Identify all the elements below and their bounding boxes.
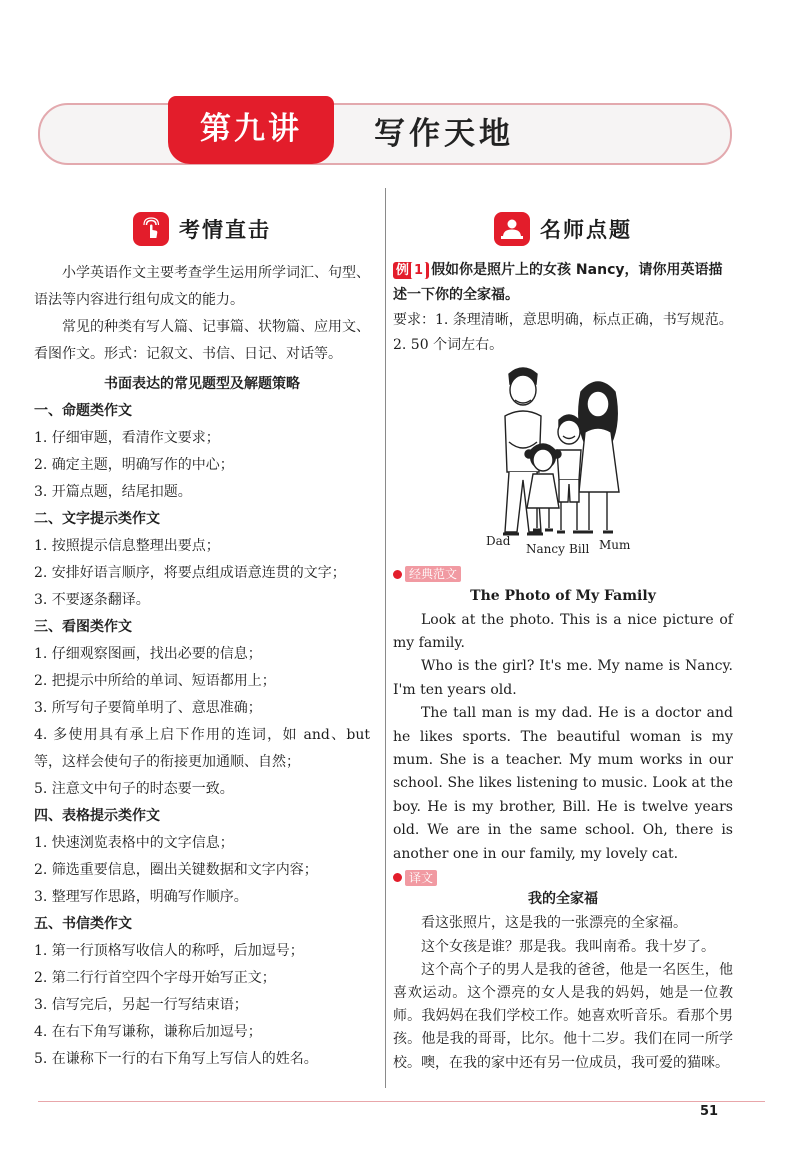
list-item: 4. 多使用具有承上启下作用的连词，如 and、but 等，这样会使句子的衔接更加通顺、自然； — [34, 727, 370, 770]
list-item: 3. 信写完后，另起一行写结束语； — [34, 997, 248, 1013]
model-essay-tag: 经典范文 — [393, 566, 461, 582]
section-heading: 二、文字提示类作文 — [34, 511, 160, 527]
list-item: 3. 整理写作思路，明确写作顺序。 — [34, 889, 248, 905]
family-drawing — [393, 362, 733, 547]
left-section-header — [34, 210, 370, 248]
list-item: 3. 所写句子要简单明了、意思准确； — [34, 700, 262, 716]
list-item: 5. 在谦称下一行的右下角写上写信人的姓名。 — [34, 1051, 318, 1067]
translation-paragraph: 这个高个子的男人是我的爸爸，他是一名医生，他喜欢运动。这个漂亮的女人是我的妈妈，她是一位教师。我妈妈在我们学校工作。她喜欢听音乐。看那个男孩。他是我的哥哥，比尔。他十二岁。我们在同一所学校。噢，在我的家中还有另一位成员，我可爱的猫咪。 — [393, 961, 733, 1071]
section-heading: 三、看图类作文 — [34, 619, 132, 635]
column-divider — [385, 188, 386, 1088]
section-heading: 一、命题类作文 — [34, 403, 132, 419]
lecture-title: 写作天地 — [374, 116, 514, 152]
requirement: 要求：1. 条理清晰，意思明确，标点正确，书写规范。 — [393, 312, 733, 328]
translation-tag: 译文 — [393, 870, 437, 886]
section-heading: 四、表格提示类作文 — [34, 808, 160, 824]
lecture-banner — [38, 103, 732, 165]
list-item: 1. 仔细观察图画，找出必要的信息； — [34, 646, 262, 662]
lecture-number: 第九讲 — [168, 96, 334, 164]
right-section-title: 名师点题 — [540, 218, 632, 242]
touch-hand-icon — [133, 212, 169, 246]
teacher-icon — [494, 212, 530, 246]
section-heading: 五、书信类作文 — [34, 916, 132, 932]
list-item: 2. 确定主题，明确写作的中心； — [34, 457, 234, 473]
right-section-header — [393, 210, 733, 248]
list-item: 4. 在右下角写谦称，谦称后加逗号； — [34, 1024, 262, 1040]
strategy-heading: 书面表达的常见题型及解题策略 — [104, 376, 300, 392]
translation-paragraph: 看这张照片，这是我的一张漂亮的全家福。 — [421, 915, 687, 932]
list-item: 1. 仔细审题，看清作文要求； — [34, 430, 220, 446]
translation-title: 我的全家福 — [528, 891, 598, 908]
list-item: 3. 开篇点题，结尾扣题。 — [34, 484, 192, 500]
list-item: 3. 不要逐条翻译。 — [34, 592, 150, 608]
essay-paragraph: The tall man is my dad. He is a doctor and he likes sports. The beautiful woman is my mum. She is a teacher. My mum works in our school. She likes listening to music. Look at the boy. He is my brother, Bill. He is twelve years old. We are in the same school. Oh, there is another one in our family, my lovely cat. — [393, 705, 733, 862]
list-item: 5. 注意文中句子的时态要一致。 — [34, 781, 234, 797]
essay-title: The Photo of My Family — [470, 587, 656, 604]
family-illustration — [393, 362, 733, 562]
label-nancy: Nancy — [526, 542, 565, 556]
example-prompt: 例 1 假如你是照片上的女孩 Nancy，请你用英语描述一下你的全家福。 — [393, 262, 723, 303]
list-item: 2. 筛选重要信息，圈出关键数据和文字内容； — [34, 862, 318, 878]
essay-paragraph: Look at the photo. This is a nice picture of my family. — [393, 611, 733, 651]
requirement: 2. 50 个词左右。 — [393, 337, 504, 353]
intro-paragraph: 小学英语作文主要考查学生运用所学词汇、句型、语法等内容进行组句成文的能力。 — [34, 265, 370, 308]
left-section-title: 考情直击 — [179, 218, 271, 242]
list-item: 1. 第一行顶格写收信人的称呼，后加逗号； — [34, 943, 304, 959]
list-item: 2. 把提示中所给的单词、短语都用上； — [34, 673, 276, 689]
page-number: 51 — [700, 1104, 719, 1119]
list-item: 1. 快速浏览表格中的文字信息； — [34, 835, 234, 851]
label-bill: Bill — [569, 542, 590, 556]
tag-dot-icon — [393, 873, 402, 882]
footer-rule — [38, 1101, 765, 1102]
list-item: 1. 按照提示信息整理出要点； — [34, 538, 220, 554]
label-mum: Mum — [599, 538, 631, 552]
intro-paragraph: 常见的种类有写人篇、记事篇、状物篇、应用文、看图作文。形式：记叙文、书信、日记、对话等。 — [34, 319, 370, 362]
essay-paragraph: Who is the girl? It's me. My name is Nancy. I'm ten years old. — [393, 658, 733, 698]
tag-dot-icon — [393, 570, 402, 579]
example-badge: 例 1 — [393, 262, 429, 279]
translation-paragraph: 这个女孩是谁？那是我。我叫南希。我十岁了。 — [421, 938, 715, 955]
left-column — [34, 210, 370, 1073]
list-item: 2. 安排好语言顺序，将要点组成语意连贯的文字； — [34, 565, 346, 581]
label-dad: Dad — [486, 534, 511, 548]
list-item: 2. 第二行行首空四个字母开始写正文； — [34, 970, 276, 986]
right-column — [393, 210, 733, 1075]
